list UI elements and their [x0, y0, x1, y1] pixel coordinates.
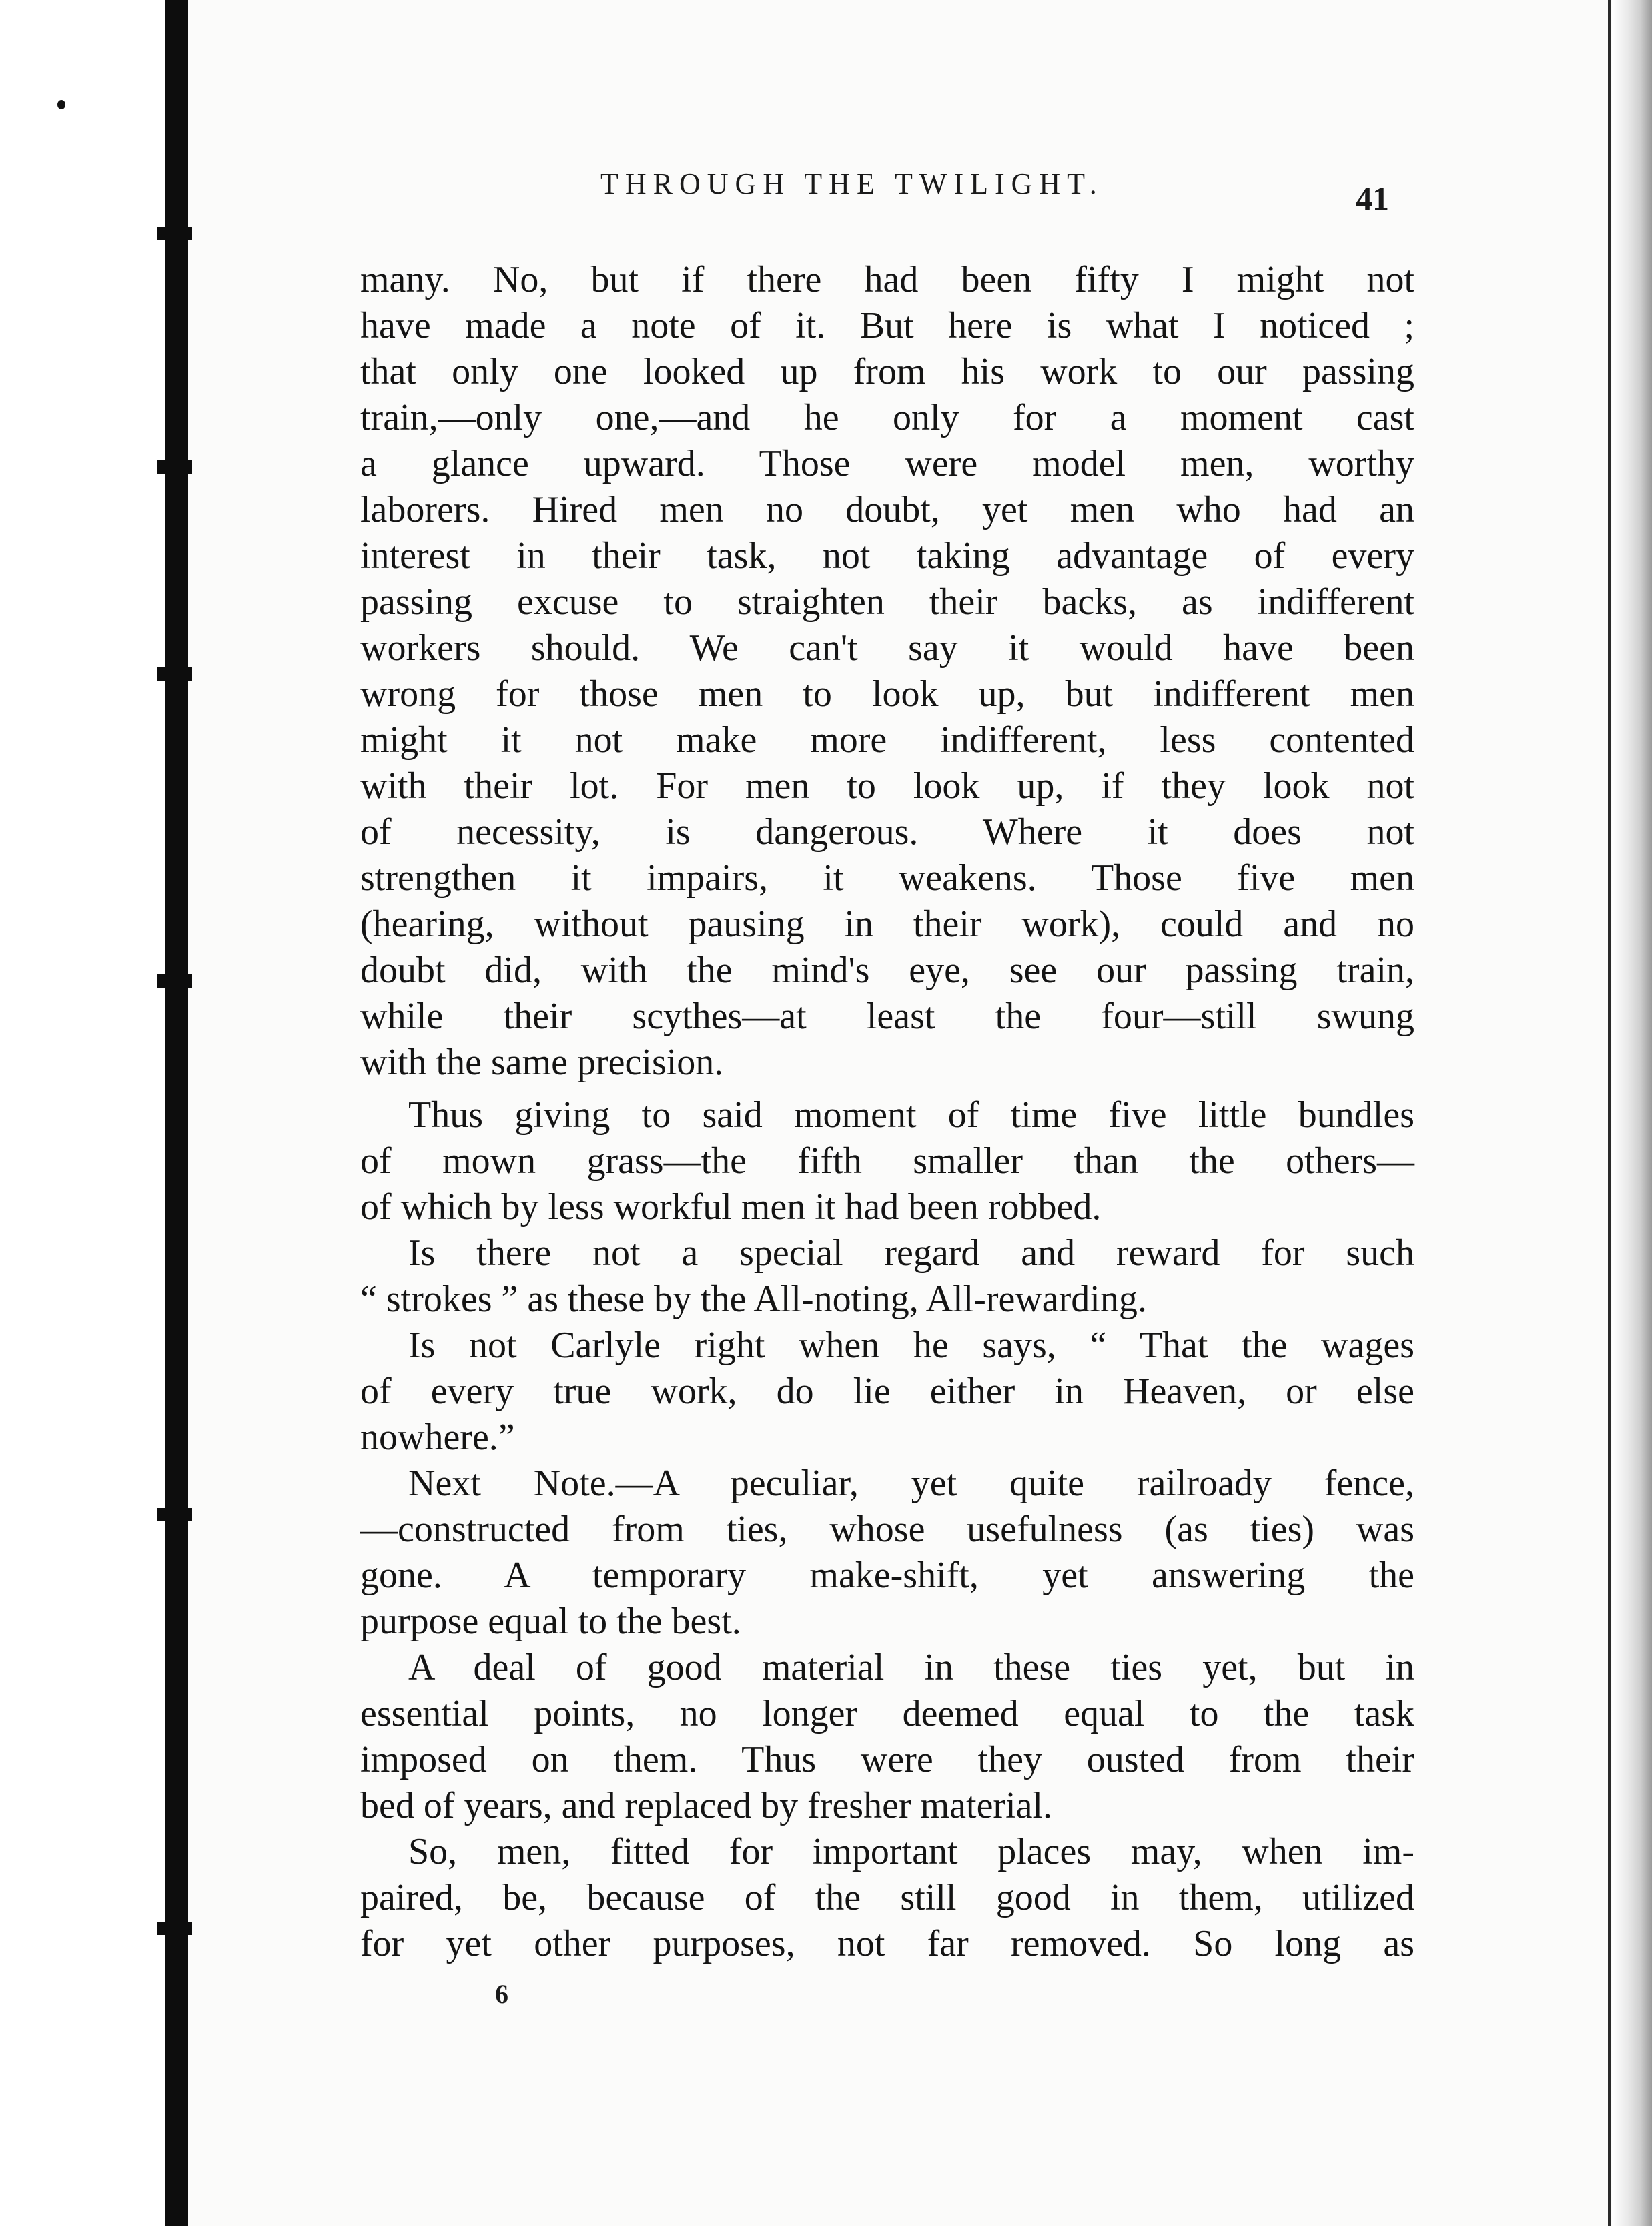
text-line: that only one looked up from his work to our passing [360, 351, 1414, 392]
scan-speck [57, 100, 65, 109]
body-text [360, 257, 1414, 1967]
page-edge-line [1608, 0, 1611, 2226]
text-line: with their lot. For men to look up, if they look not [360, 765, 1414, 807]
signature-mark: 6 [495, 1979, 508, 2009]
text-line: A deal of good material in these ties yet, but in [408, 1647, 1414, 1688]
text-line: Is there not a special regard and reward for such [408, 1232, 1414, 1274]
page-number: 41 [1356, 179, 1389, 217]
text-line: doubt did, with the mind's eye, see our passing train, [360, 950, 1414, 991]
page-edge-shadow [1612, 0, 1652, 2226]
text-line: for yet other purposes, not far removed. So long as [360, 1923, 1414, 1964]
text-line: paired, be, because of the still good in them, utilized [360, 1877, 1414, 1918]
text-line: a glance upward. Those were model men, worthy [360, 443, 1414, 484]
text-line: “ strokes ” as these by the All-noting, All-rewarding. [360, 1278, 1147, 1320]
text-line: So, men, fitted for important places may, when im- [408, 1831, 1414, 1872]
text-line: Is not Carlyle right when he says, “ That the wages [408, 1325, 1414, 1366]
text-line: strengthen it impairs, it weakens. Those five men [360, 857, 1414, 899]
text-line: of every true work, do lie either in Heaven, or else [360, 1371, 1414, 1412]
text-line: bed of years, and replaced by fresher material. [360, 1785, 1053, 1826]
text-line: essential points, no longer deemed equal to the task [360, 1693, 1414, 1734]
text-line: train,—only one,—and he only for a moment cast [360, 397, 1414, 438]
binding-edge [165, 0, 188, 2226]
text-line: might it not make more indifferent, less contented [360, 719, 1414, 761]
text-line: Thus giving to said moment of time five little bundles [408, 1094, 1414, 1136]
page-binding [0, 0, 183, 2226]
binding-notch [157, 227, 192, 240]
running-head: THROUGH THE TWILIGHT. [600, 167, 1104, 200]
binding-notch [157, 460, 192, 474]
text-line: workers should. We can't say it would have been [360, 627, 1414, 669]
text-line: —constructed from ties, whose usefulness (as ties) was [360, 1509, 1414, 1550]
text-line: of which by less workful men it had been robbed. [360, 1186, 1102, 1228]
text-line: laborers. Hired men no doubt, yet men who had an [360, 489, 1414, 530]
text-line: (hearing, without pausing in their work), could and no [360, 903, 1414, 945]
text-line: Next Note.—A peculiar, yet quite railroady fence, [408, 1463, 1414, 1504]
text-line: imposed on them. Thus were they ousted from their [360, 1739, 1414, 1780]
text-line: while their scythes—at least the four—still swung [360, 996, 1414, 1037]
binding-notch [157, 667, 192, 681]
text-line: nowhere.” [360, 1417, 515, 1458]
binding-notch [157, 1922, 192, 1935]
text-line: purpose equal to the best. [360, 1601, 741, 1642]
text-line: have made a note of it. But here is what I noticed ; [360, 305, 1414, 346]
text-line: with the same precision. [360, 1042, 724, 1083]
text-line: wrong for those men to look up, but indifferent men [360, 673, 1414, 715]
binding-notch [157, 1508, 192, 1521]
text-line: of necessity, is dangerous. Where it does not [360, 811, 1414, 853]
text-line: gone. A temporary make-shift, yet answering the [360, 1555, 1414, 1596]
text-line: of mown grass—the fifth smaller than the others— [360, 1140, 1414, 1182]
text-line: many. No, but if there had been fifty I might not [360, 259, 1414, 300]
text-line: passing excuse to straighten their backs, as indifferent [360, 581, 1414, 623]
text-line: interest in their task, not taking advantage of every [360, 535, 1414, 577]
binding-notch [157, 974, 192, 988]
